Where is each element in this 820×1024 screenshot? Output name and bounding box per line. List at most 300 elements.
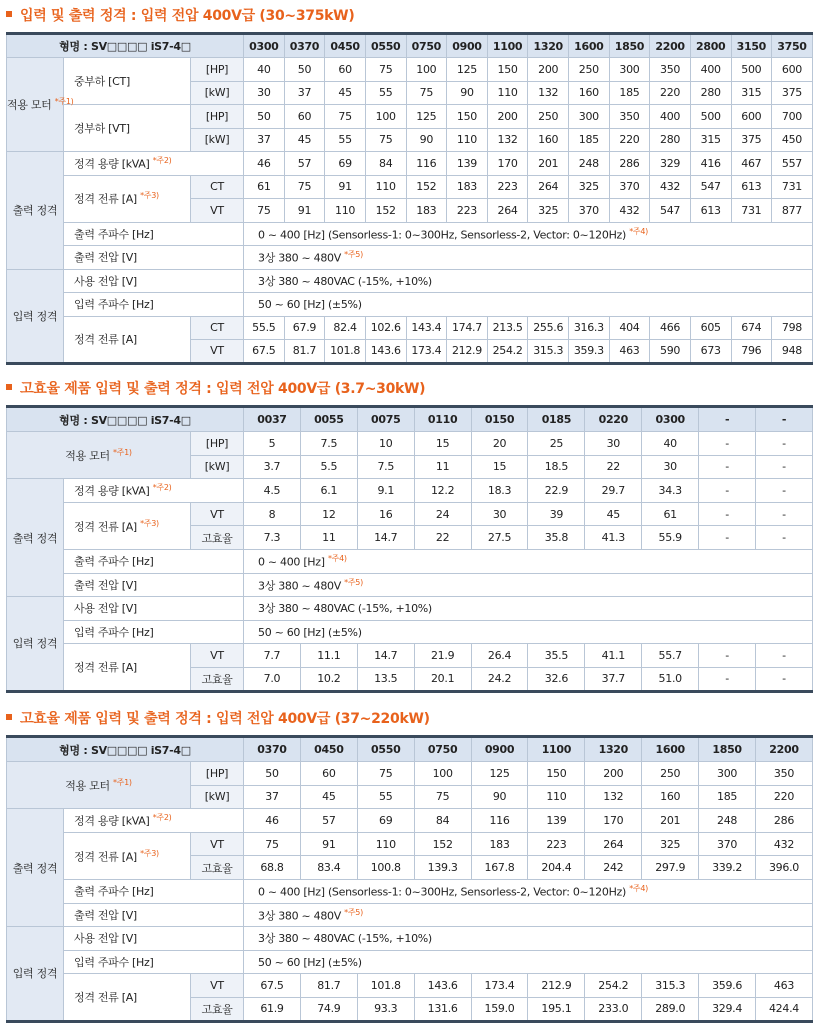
value-cell: 24.2 xyxy=(471,667,528,691)
section-1-title xyxy=(6,5,354,25)
value-cell: 110 xyxy=(528,785,585,809)
value-cell: 185 xyxy=(699,785,756,809)
freq-value xyxy=(244,549,813,573)
model-label: 형명 : SV□□□□ iS7-4□ xyxy=(7,407,244,432)
value-cell: 10 xyxy=(357,432,414,456)
value-cell: 61 xyxy=(642,502,699,526)
output-category: 출력 정격 xyxy=(7,152,64,270)
value-cell: 100 xyxy=(406,58,447,82)
vt-sublabel: VT xyxy=(191,974,244,998)
value-cell: 286 xyxy=(609,152,650,176)
value-cell: 110 xyxy=(365,175,406,199)
value-cell: 375 xyxy=(772,81,813,105)
value-cell: 143.4 xyxy=(406,316,447,340)
vt-sublabel: VT xyxy=(191,502,244,526)
input-category: 입력 정격 xyxy=(7,269,64,363)
value-cell: - xyxy=(756,644,813,668)
value-cell: 200 xyxy=(528,58,569,82)
unit-kw: [kW] xyxy=(191,455,244,479)
value-cell: 250 xyxy=(642,762,699,786)
cell-label: 3상 380 ~ 480V xyxy=(258,909,341,923)
value-cell: 41.3 xyxy=(585,526,642,550)
value-cell: 1600 xyxy=(569,34,610,58)
value-cell: 315.3 xyxy=(642,974,699,998)
value-cell: 289.0 xyxy=(642,997,699,1021)
value-cell: 152 xyxy=(406,175,447,199)
table-row xyxy=(7,644,813,668)
footnote-marker: *주2) xyxy=(152,813,172,823)
table-row xyxy=(7,620,813,644)
value-cell: 2200 xyxy=(756,737,813,762)
output-category: 출력 정격 xyxy=(7,479,64,597)
value-cell: 15 xyxy=(414,432,471,456)
value-cell: 0370 xyxy=(244,737,301,762)
value-cell: 0550 xyxy=(365,34,406,58)
value-cell: 90 xyxy=(406,128,447,152)
freq-label: 출력 주파수 [Hz] xyxy=(64,879,244,903)
value-cell: 400 xyxy=(650,105,691,129)
value-cell: 20.1 xyxy=(414,667,471,691)
value-cell: 60 xyxy=(300,762,357,786)
footnote-marker: *주4) xyxy=(327,554,347,564)
table-row xyxy=(7,152,813,176)
value-cell: 45 xyxy=(284,128,325,152)
footnote-marker: *주4) xyxy=(629,226,648,236)
value-cell: 57 xyxy=(300,809,357,833)
value-cell: 83.4 xyxy=(300,856,357,880)
table-row xyxy=(7,222,813,246)
value-cell: 300 xyxy=(609,58,650,82)
value-cell: 67.5 xyxy=(244,974,301,998)
output-category: 출력 정격 xyxy=(7,809,64,927)
value-cell: 0550 xyxy=(357,737,414,762)
value-cell: 605 xyxy=(690,316,731,340)
value-cell: 45 xyxy=(300,785,357,809)
value-cell: 223 xyxy=(487,175,528,199)
value-cell: 55 xyxy=(325,128,366,152)
value-cell: 1320 xyxy=(585,737,642,762)
in-current-label: 정격 전류 [A] xyxy=(64,316,191,363)
value-cell: - xyxy=(699,644,756,668)
value-cell: 0185 xyxy=(528,407,585,432)
value-cell: 26.4 xyxy=(471,644,528,668)
value-cell: 101.8 xyxy=(357,974,414,998)
value-cell: 315 xyxy=(690,128,731,152)
table-row xyxy=(7,879,813,903)
value-cell: 370 xyxy=(569,199,610,223)
value-cell: 125 xyxy=(447,58,488,82)
value-cell: 125 xyxy=(406,105,447,129)
value-cell: 132 xyxy=(528,81,569,105)
value-cell: 195.1 xyxy=(528,997,585,1021)
high-efficiency-sublabel: 고효율 xyxy=(191,526,244,550)
value-cell: 11 xyxy=(414,455,471,479)
value-cell: - xyxy=(756,526,813,550)
value-cell: 432 xyxy=(609,199,650,223)
value-cell: 75 xyxy=(406,81,447,105)
volt-value xyxy=(244,573,813,597)
value-cell: 223 xyxy=(528,832,585,856)
value-cell: 40 xyxy=(642,432,699,456)
value-cell: 75 xyxy=(244,832,301,856)
value-cell: 60 xyxy=(284,105,325,129)
value-cell: 375 xyxy=(731,128,772,152)
value-cell: 81.7 xyxy=(300,974,357,998)
value-cell: 125 xyxy=(471,762,528,786)
input-category: 입력 정격 xyxy=(7,597,64,691)
model-label: 형명 : SV□□□□ iS7-4□ xyxy=(7,737,244,762)
high-efficiency-sublabel: 고효율 xyxy=(191,856,244,880)
bullet-square-icon xyxy=(6,384,12,390)
value-cell: - xyxy=(699,432,756,456)
value-cell: 7.3 xyxy=(244,526,301,550)
value-cell: 280 xyxy=(650,128,691,152)
table-row xyxy=(7,105,813,129)
value-cell: 22 xyxy=(414,526,471,550)
value-cell: 3750 xyxy=(772,34,813,58)
value-cell: 359.3 xyxy=(569,340,610,364)
value-cell: 220 xyxy=(609,128,650,152)
value-cell: 255.6 xyxy=(528,316,569,340)
vt-sublabel: VT xyxy=(191,832,244,856)
value-cell: 877 xyxy=(772,199,813,223)
value-cell: 91 xyxy=(300,832,357,856)
unit-kw: [kW] xyxy=(191,81,244,105)
motor-category xyxy=(7,762,191,809)
motor-category xyxy=(7,58,74,152)
value-cell: 143.6 xyxy=(414,974,471,998)
value-cell: 0900 xyxy=(471,737,528,762)
value-cell: 467 xyxy=(731,152,772,176)
table-row xyxy=(7,407,813,432)
value-cell: 131.6 xyxy=(414,997,471,1021)
value-cell: 30 xyxy=(471,502,528,526)
value-cell: 248 xyxy=(699,809,756,833)
value-cell: 167.8 xyxy=(471,856,528,880)
freq-label: 출력 주파수 [Hz] xyxy=(64,222,244,246)
value-cell: 315 xyxy=(731,81,772,105)
cell-label: 적용 모터 xyxy=(65,779,110,793)
value-cell: 116 xyxy=(471,809,528,833)
table-row xyxy=(7,175,813,199)
value-cell: 325 xyxy=(528,199,569,223)
in-volt-value: 3상 380 ~ 480VAC (-15%, +10%) xyxy=(244,927,813,951)
cell-label: 정격 전류 [A] xyxy=(74,850,137,864)
value-cell: 183 xyxy=(406,199,447,223)
cell-label: 적용 모터 xyxy=(7,98,52,112)
value-cell: 3150 xyxy=(731,34,772,58)
value-cell: 731 xyxy=(731,199,772,223)
value-cell: 264 xyxy=(528,175,569,199)
section-2-title-text: 고효율 제품 입력 및 출력 정격 : 입력 전압 400V급 (3.7~30kW) xyxy=(20,381,426,397)
value-cell: 300 xyxy=(699,762,756,786)
value-cell: 68.8 xyxy=(244,856,301,880)
value-cell: 75 xyxy=(284,175,325,199)
unit-hp: [HP] xyxy=(191,58,244,82)
value-cell: 200 xyxy=(585,762,642,786)
unit-kw: [kW] xyxy=(191,128,244,152)
value-cell: 1320 xyxy=(528,34,569,58)
value-cell: 173.4 xyxy=(406,340,447,364)
value-cell: 46 xyxy=(244,809,301,833)
table-row xyxy=(7,269,813,293)
value-cell: 11 xyxy=(300,526,357,550)
value-cell: 0750 xyxy=(414,737,471,762)
value-cell: 213.5 xyxy=(487,316,528,340)
in-freq-label: 입력 주파수 [Hz] xyxy=(64,950,244,974)
value-cell: 233.0 xyxy=(585,997,642,1021)
capacity-label xyxy=(64,152,244,176)
cell-label: 정격 전류 [A] xyxy=(74,192,137,206)
unit-kw: [kW] xyxy=(191,785,244,809)
ct-label: 중부하 [CT] xyxy=(64,58,191,105)
footnote-marker: *주1) xyxy=(112,777,132,787)
value-cell: 46 xyxy=(244,152,285,176)
value-cell: 75 xyxy=(414,785,471,809)
footnote-marker: *주5) xyxy=(344,907,363,917)
value-cell: 547 xyxy=(650,199,691,223)
value-cell: 264 xyxy=(585,832,642,856)
current-label xyxy=(64,502,191,549)
value-cell: 329 xyxy=(650,152,691,176)
section-1-title-text: 입력 및 출력 정격 : 입력 전압 400V급 (30~375kW) xyxy=(20,8,355,24)
value-cell: 50 xyxy=(284,58,325,82)
value-cell: 0220 xyxy=(585,407,642,432)
value-cell: 21.9 xyxy=(414,644,471,668)
value-cell: 110 xyxy=(325,199,366,223)
value-cell: - xyxy=(699,502,756,526)
value-cell: 45 xyxy=(325,81,366,105)
value-cell: 7.5 xyxy=(357,455,414,479)
value-cell: 139.3 xyxy=(414,856,471,880)
value-cell: 81.7 xyxy=(284,340,325,364)
value-cell: 110 xyxy=(447,128,488,152)
table-row xyxy=(7,573,813,597)
table-row xyxy=(7,927,813,951)
value-cell: 7.5 xyxy=(300,432,357,456)
footnote-marker: *주3) xyxy=(140,191,159,201)
value-cell: 5.5 xyxy=(300,455,357,479)
high-efficiency-sublabel: 고효율 xyxy=(191,997,244,1021)
value-cell: 159.0 xyxy=(471,997,528,1021)
in-freq-value: 50 ~ 60 [Hz] (±5%) xyxy=(244,620,813,644)
value-cell: 264 xyxy=(487,199,528,223)
value-cell: 0150 xyxy=(471,407,528,432)
value-cell: - xyxy=(756,502,813,526)
value-cell: - xyxy=(699,407,756,432)
value-cell: 102.6 xyxy=(365,316,406,340)
value-cell: 613 xyxy=(731,175,772,199)
value-cell: - xyxy=(699,667,756,691)
value-cell: 316.3 xyxy=(569,316,610,340)
section-2-title xyxy=(6,378,425,398)
value-cell: 254.2 xyxy=(585,974,642,998)
value-cell: 432 xyxy=(756,832,813,856)
value-cell: - xyxy=(756,479,813,503)
value-cell: 69 xyxy=(325,152,366,176)
value-cell: 50 xyxy=(244,762,301,786)
value-cell: 160 xyxy=(569,81,610,105)
value-cell: 500 xyxy=(731,58,772,82)
table-row xyxy=(7,903,813,927)
value-cell: 14.7 xyxy=(357,644,414,668)
value-cell: 396.0 xyxy=(756,856,813,880)
value-cell: 35.5 xyxy=(528,644,585,668)
capacity-label xyxy=(64,809,244,833)
value-cell: 51.0 xyxy=(642,667,699,691)
value-cell: 1100 xyxy=(528,737,585,762)
value-cell: 220 xyxy=(756,785,813,809)
footnote-marker: *주1) xyxy=(54,97,74,107)
value-cell: 67.9 xyxy=(284,316,325,340)
value-cell: 0370 xyxy=(284,34,325,58)
value-cell: 67.5 xyxy=(244,340,285,364)
bullet-square-icon xyxy=(6,714,12,720)
value-cell: 132 xyxy=(487,128,528,152)
value-cell: 700 xyxy=(772,105,813,129)
value-cell: 350 xyxy=(609,105,650,129)
value-cell: 0110 xyxy=(414,407,471,432)
value-cell: 24 xyxy=(414,502,471,526)
value-cell: 37.7 xyxy=(585,667,642,691)
vt-sublabel: VT xyxy=(191,340,244,364)
value-cell: 0300 xyxy=(642,407,699,432)
cell-label: 정격 용량 [kVA] xyxy=(74,484,150,498)
value-cell: 160 xyxy=(528,128,569,152)
value-cell: 39 xyxy=(528,502,585,526)
value-cell: 75 xyxy=(365,58,406,82)
value-cell: 55.7 xyxy=(642,644,699,668)
motor-category xyxy=(7,432,191,479)
ct-sublabel: CT xyxy=(191,175,244,199)
cell-label: 3상 380 ~ 480V xyxy=(258,579,341,593)
value-cell: 32.6 xyxy=(528,667,585,691)
value-cell: 100 xyxy=(414,762,471,786)
value-cell: 75 xyxy=(325,105,366,129)
freq-value xyxy=(244,879,813,903)
value-cell: 466 xyxy=(650,316,691,340)
value-cell: 139 xyxy=(528,809,585,833)
in-volt-label: 사용 전압 [V] xyxy=(64,269,244,293)
value-cell: 170 xyxy=(487,152,528,176)
value-cell: 35.8 xyxy=(528,526,585,550)
value-cell: 152 xyxy=(365,199,406,223)
value-cell: 450 xyxy=(772,128,813,152)
value-cell: 82.4 xyxy=(325,316,366,340)
capacity-label xyxy=(64,479,244,503)
value-cell: 10.2 xyxy=(300,667,357,691)
value-cell: 150 xyxy=(528,762,585,786)
value-cell: 12.2 xyxy=(414,479,471,503)
value-cell: - xyxy=(699,455,756,479)
value-cell: 350 xyxy=(756,762,813,786)
value-cell: 254.2 xyxy=(487,340,528,364)
value-cell: 0450 xyxy=(300,737,357,762)
value-cell: 731 xyxy=(772,175,813,199)
value-cell: 2200 xyxy=(650,34,691,58)
in-freq-label: 입력 주파수 [Hz] xyxy=(64,620,244,644)
table-row xyxy=(7,293,813,317)
value-cell: 183 xyxy=(471,832,528,856)
table-row xyxy=(7,737,813,762)
value-cell: 590 xyxy=(650,340,691,364)
value-cell: 185 xyxy=(569,128,610,152)
value-cell: 7.0 xyxy=(244,667,301,691)
value-cell: 139 xyxy=(447,152,488,176)
value-cell: 160 xyxy=(642,785,699,809)
value-cell: 15 xyxy=(471,455,528,479)
value-cell: 50 xyxy=(244,105,285,129)
bullet-square-icon xyxy=(6,11,12,17)
value-cell: - xyxy=(756,455,813,479)
volt-label: 출력 전압 [V] xyxy=(64,246,244,270)
value-cell: 116 xyxy=(406,152,447,176)
value-cell: 557 xyxy=(772,152,813,176)
table-row xyxy=(7,950,813,974)
in-volt-label: 사용 전압 [V] xyxy=(64,927,244,951)
value-cell: 547 xyxy=(690,175,731,199)
value-cell: 250 xyxy=(528,105,569,129)
value-cell: 359.6 xyxy=(699,974,756,998)
value-cell: 500 xyxy=(690,105,731,129)
value-cell: 370 xyxy=(699,832,756,856)
value-cell: 61 xyxy=(244,175,285,199)
in-volt-label: 사용 전압 [V] xyxy=(64,597,244,621)
value-cell: 11.1 xyxy=(300,644,357,668)
value-cell: 84 xyxy=(414,809,471,833)
value-cell: 25 xyxy=(528,432,585,456)
value-cell: 2800 xyxy=(690,34,731,58)
value-cell: 404 xyxy=(609,316,650,340)
in-volt-value: 3상 380 ~ 480VAC (-15%, +10%) xyxy=(244,597,813,621)
value-cell: - xyxy=(756,432,813,456)
value-cell: 242 xyxy=(585,856,642,880)
high-efficiency-sublabel: 고효율 xyxy=(191,667,244,691)
value-cell: 248 xyxy=(569,152,610,176)
value-cell: 0055 xyxy=(300,407,357,432)
value-cell: 200 xyxy=(487,105,528,129)
rating-table-3 xyxy=(6,735,813,1023)
value-cell: 1850 xyxy=(699,737,756,762)
table-row xyxy=(7,502,813,526)
value-cell: 41.1 xyxy=(585,644,642,668)
value-cell: 170 xyxy=(585,809,642,833)
footnote-marker: *주5) xyxy=(344,249,363,259)
value-cell: 7.7 xyxy=(244,644,301,668)
value-cell: 69 xyxy=(357,809,414,833)
value-cell: - xyxy=(699,479,756,503)
value-cell: 183 xyxy=(447,175,488,199)
value-cell: 90 xyxy=(447,81,488,105)
value-cell: 674 xyxy=(731,316,772,340)
vt-sublabel: VT xyxy=(191,644,244,668)
in-freq-value: 50 ~ 60 [Hz] (±5%) xyxy=(244,293,813,317)
value-cell: 173.4 xyxy=(471,974,528,998)
value-cell: 3.7 xyxy=(244,455,301,479)
ct-sublabel: CT xyxy=(191,316,244,340)
value-cell: 432 xyxy=(650,175,691,199)
value-cell: 57 xyxy=(284,152,325,176)
value-cell: 339.2 xyxy=(699,856,756,880)
value-cell: 8 xyxy=(244,502,301,526)
value-cell: 1100 xyxy=(487,34,528,58)
value-cell: 13.5 xyxy=(357,667,414,691)
in-freq-label: 입력 주파수 [Hz] xyxy=(64,293,244,317)
volt-label: 출력 전압 [V] xyxy=(64,573,244,597)
value-cell: 30 xyxy=(642,455,699,479)
unit-hp: [HP] xyxy=(191,432,244,456)
cell-label: 0 ~ 400 [Hz] xyxy=(258,556,325,570)
